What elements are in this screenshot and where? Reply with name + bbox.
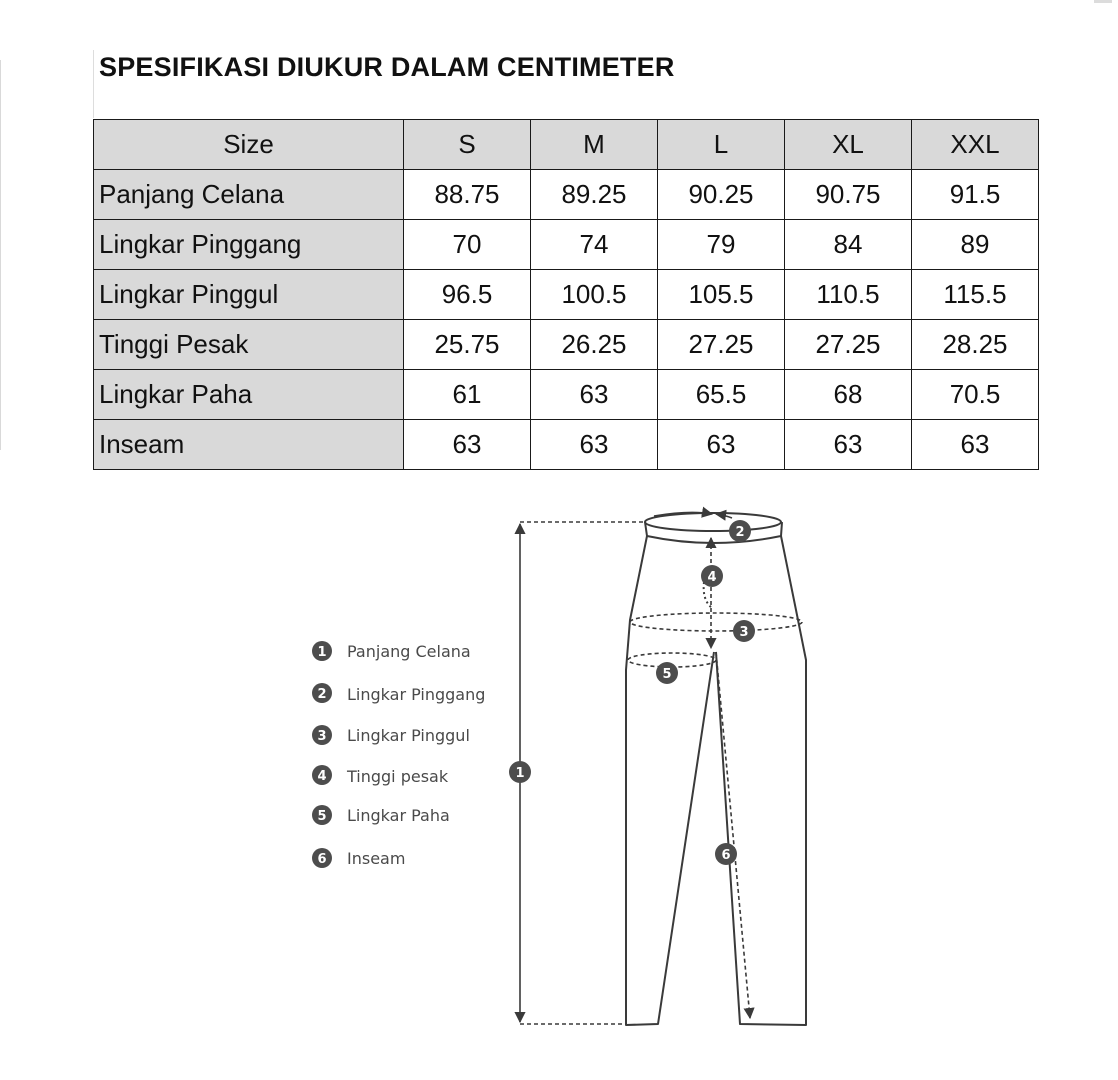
legend-label: Lingkar Pinggul — [347, 726, 470, 745]
legend-item — [312, 805, 450, 825]
legend-item — [312, 765, 449, 786]
header-cell-xl: XL — [785, 120, 912, 170]
table-cell: 89.25 — [531, 170, 658, 220]
table-row — [94, 220, 1039, 270]
table-row — [94, 170, 1039, 220]
marker-number: 5 — [662, 667, 672, 682]
table-cell: 90.75 — [785, 170, 912, 220]
legend-item — [312, 641, 471, 661]
table-cell: 74 — [531, 220, 658, 270]
legend-item — [312, 683, 485, 704]
table-cell: 91.5 — [912, 170, 1039, 220]
left-leg-outline — [626, 536, 717, 1025]
table-cell: 110.5 — [785, 270, 912, 320]
waistband-top — [645, 513, 781, 531]
table-cell: 27.25 — [785, 320, 912, 370]
marker-number: 2 — [735, 525, 745, 540]
table-cell: 26.25 — [531, 320, 658, 370]
row-label: Panjang Celana — [94, 170, 404, 220]
legend-number: 1 — [317, 645, 327, 660]
pants-drawing — [626, 513, 806, 1025]
corner-mark — [1094, 0, 1112, 3]
table-cell: 63 — [531, 420, 658, 470]
table-row — [94, 270, 1039, 320]
legend-item — [312, 848, 405, 868]
title-divider — [93, 50, 94, 118]
legend-label: Panjang Celana — [347, 642, 471, 661]
table-row — [94, 420, 1039, 470]
marker-number: 6 — [721, 848, 731, 863]
table-cell: 100.5 — [531, 270, 658, 320]
right-leg-outline — [716, 536, 806, 1025]
legend-label: Lingkar Pinggang — [347, 685, 486, 704]
table-cell: 89 — [912, 220, 1039, 270]
left-edge-divider — [0, 60, 1, 450]
table-cell: 68 — [785, 370, 912, 420]
legend-number: 4 — [317, 769, 327, 784]
header-cell-s: S — [404, 120, 531, 170]
table-cell: 105.5 — [658, 270, 785, 320]
table-cell: 61 — [404, 370, 531, 420]
table-cell: 28.25 — [912, 320, 1039, 370]
header-cell-l: L — [658, 120, 785, 170]
table-row — [94, 320, 1039, 370]
table-cell: 96.5 — [404, 270, 531, 320]
table-cell: 84 — [785, 220, 912, 270]
pants-measurement-diagram — [300, 500, 820, 1040]
marker-number: 3 — [739, 625, 749, 640]
table-cell: 63 — [912, 420, 1039, 470]
table-cell: 63 — [404, 420, 531, 470]
marker-number: 1 — [515, 766, 525, 781]
header-cell-xxl: XXL — [912, 120, 1039, 170]
hip-measure-line — [630, 613, 802, 631]
row-label: Inseam — [94, 420, 404, 470]
table-cell: 63 — [531, 370, 658, 420]
legend-number: 5 — [317, 809, 327, 824]
measurement-legend — [312, 641, 485, 868]
table-cell: 90.25 — [658, 170, 785, 220]
row-label: Tinggi Pesak — [94, 320, 404, 370]
legend-number: 3 — [317, 729, 327, 744]
legend-label: Inseam — [347, 849, 406, 868]
legend-number: 6 — [317, 852, 327, 867]
table-cell: 27.25 — [658, 320, 785, 370]
marker-number: 4 — [707, 570, 717, 585]
table-cell: 70 — [404, 220, 531, 270]
legend-label: Lingkar Paha — [347, 806, 450, 825]
row-label: Lingkar Pinggang — [94, 220, 404, 270]
measurement-guides — [520, 512, 802, 1024]
page-title: SPESIFIKASI DIUKUR DALAM CENTIMETER — [99, 52, 675, 82]
header-cell-m: M — [531, 120, 658, 170]
row-label: Lingkar Paha — [94, 370, 404, 420]
table-cell: 25.75 — [404, 320, 531, 370]
inseam-arrow — [716, 652, 750, 1018]
header-cell-size: Size — [94, 120, 404, 170]
table-row — [94, 370, 1039, 420]
row-label: Lingkar Pinggul — [94, 270, 404, 320]
legend-item — [312, 725, 470, 745]
table-cell: 63 — [785, 420, 912, 470]
table-cell: 65.5 — [658, 370, 785, 420]
size-chart-table — [93, 119, 1039, 470]
table-cell: 79 — [658, 220, 785, 270]
waist-arrow-right — [716, 514, 732, 518]
table-cell: 115.5 — [912, 270, 1039, 320]
table-cell: 63 — [658, 420, 785, 470]
table-cell: 88.75 — [404, 170, 531, 220]
legend-number: 2 — [317, 687, 327, 702]
legend-label: Tinggi pesak — [347, 767, 449, 786]
table-cell: 70.5 — [912, 370, 1039, 420]
table-header-row — [94, 120, 1039, 170]
waistband — [645, 522, 782, 543]
